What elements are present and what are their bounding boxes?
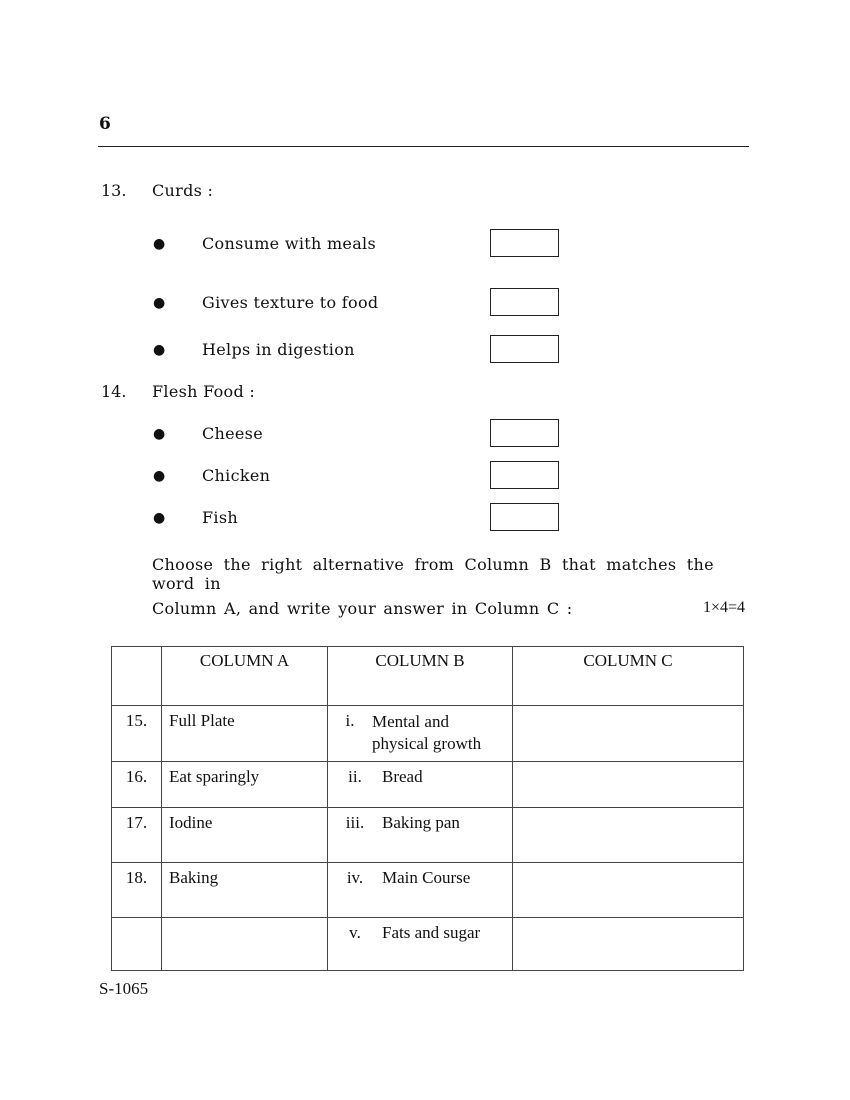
header-column-b: COLUMN B bbox=[328, 647, 513, 706]
footer-code: S-1065 bbox=[99, 979, 149, 998]
column-b-number: ii. bbox=[348, 767, 362, 786]
question-13-number: 13. bbox=[101, 181, 127, 200]
column-b-text: Baking pan bbox=[382, 813, 460, 832]
bullet-icon: ● bbox=[153, 426, 166, 442]
bullet-icon: ● bbox=[153, 236, 166, 252]
column-c-answer-cell[interactable] bbox=[513, 808, 744, 863]
row-number bbox=[112, 918, 162, 971]
column-b-text: Bread bbox=[382, 767, 423, 786]
answer-box-14-1[interactable] bbox=[490, 419, 559, 447]
table-row bbox=[112, 918, 744, 971]
column-a-cell bbox=[162, 918, 328, 971]
answer-box-14-3[interactable] bbox=[490, 503, 559, 531]
answer-box-13-2[interactable] bbox=[490, 288, 559, 316]
column-b-cell bbox=[328, 863, 513, 918]
answer-box-13-3[interactable] bbox=[490, 335, 559, 363]
bullet-icon: ● bbox=[153, 342, 166, 358]
table-header-row bbox=[112, 647, 744, 706]
column-b-number: i. bbox=[345, 711, 355, 730]
column-a-cell: Baking bbox=[162, 863, 328, 918]
column-b-cell bbox=[328, 918, 513, 971]
column-b-text: Main Course bbox=[382, 868, 471, 887]
column-b-cell bbox=[328, 762, 513, 808]
question-14-option-1: Cheese bbox=[202, 424, 263, 443]
header-column-c: COLUMN C bbox=[513, 647, 744, 706]
question-13-option-3: Helps in digestion bbox=[202, 340, 355, 359]
question-14-title: Flesh Food : bbox=[152, 382, 256, 401]
question-14-option-2: Chicken bbox=[202, 466, 271, 485]
question-13-title: Curds : bbox=[152, 181, 214, 200]
table-row bbox=[112, 808, 744, 863]
column-b-number: v. bbox=[349, 923, 361, 942]
bullet-icon: ● bbox=[153, 468, 166, 484]
answer-box-14-2[interactable] bbox=[490, 461, 559, 489]
instruction-line-2: Column A, and write your answer in Column C : bbox=[152, 599, 573, 618]
column-c-answer-cell[interactable] bbox=[513, 762, 744, 808]
bullet-icon: ● bbox=[153, 295, 166, 311]
row-number: 16. bbox=[112, 762, 162, 808]
question-13-option-1: Consume with meals bbox=[202, 234, 376, 253]
column-a-cell: Full Plate bbox=[162, 706, 328, 762]
marks-label: 1×4=4 bbox=[703, 599, 746, 616]
column-c-answer-cell[interactable] bbox=[513, 706, 744, 762]
instruction-line-1: Choose the right alternative from Column B that matches the word in bbox=[152, 555, 714, 593]
bullet-icon: ● bbox=[153, 510, 166, 526]
column-b-number: iv. bbox=[346, 868, 364, 887]
column-b-text: Mental and physical growth bbox=[372, 712, 482, 753]
question-14-option-3: Fish bbox=[202, 508, 238, 527]
column-b-cell bbox=[328, 706, 513, 762]
header-rule bbox=[98, 146, 749, 147]
question-14-number: 14. bbox=[101, 382, 127, 401]
table-row bbox=[112, 706, 744, 762]
column-b-text: Fats and sugar bbox=[382, 923, 481, 942]
column-c-answer-cell[interactable] bbox=[513, 863, 744, 918]
page-number: 6 bbox=[99, 114, 111, 134]
matching-table bbox=[111, 646, 744, 971]
question-13-option-2: Gives texture to food bbox=[202, 293, 379, 312]
column-b-number: iii. bbox=[345, 813, 365, 832]
table-row bbox=[112, 863, 744, 918]
column-c-answer-cell[interactable] bbox=[513, 918, 744, 971]
table-row bbox=[112, 762, 744, 808]
row-number: 18. bbox=[112, 863, 162, 918]
row-number: 15. bbox=[112, 706, 162, 762]
header-column-a: COLUMN A bbox=[162, 647, 328, 706]
header-num bbox=[112, 647, 162, 706]
column-a-cell: Iodine bbox=[162, 808, 328, 863]
column-a-cell: Eat sparingly bbox=[162, 762, 328, 808]
row-number: 17. bbox=[112, 808, 162, 863]
column-b-cell bbox=[328, 808, 513, 863]
answer-box-13-1[interactable] bbox=[490, 229, 559, 257]
